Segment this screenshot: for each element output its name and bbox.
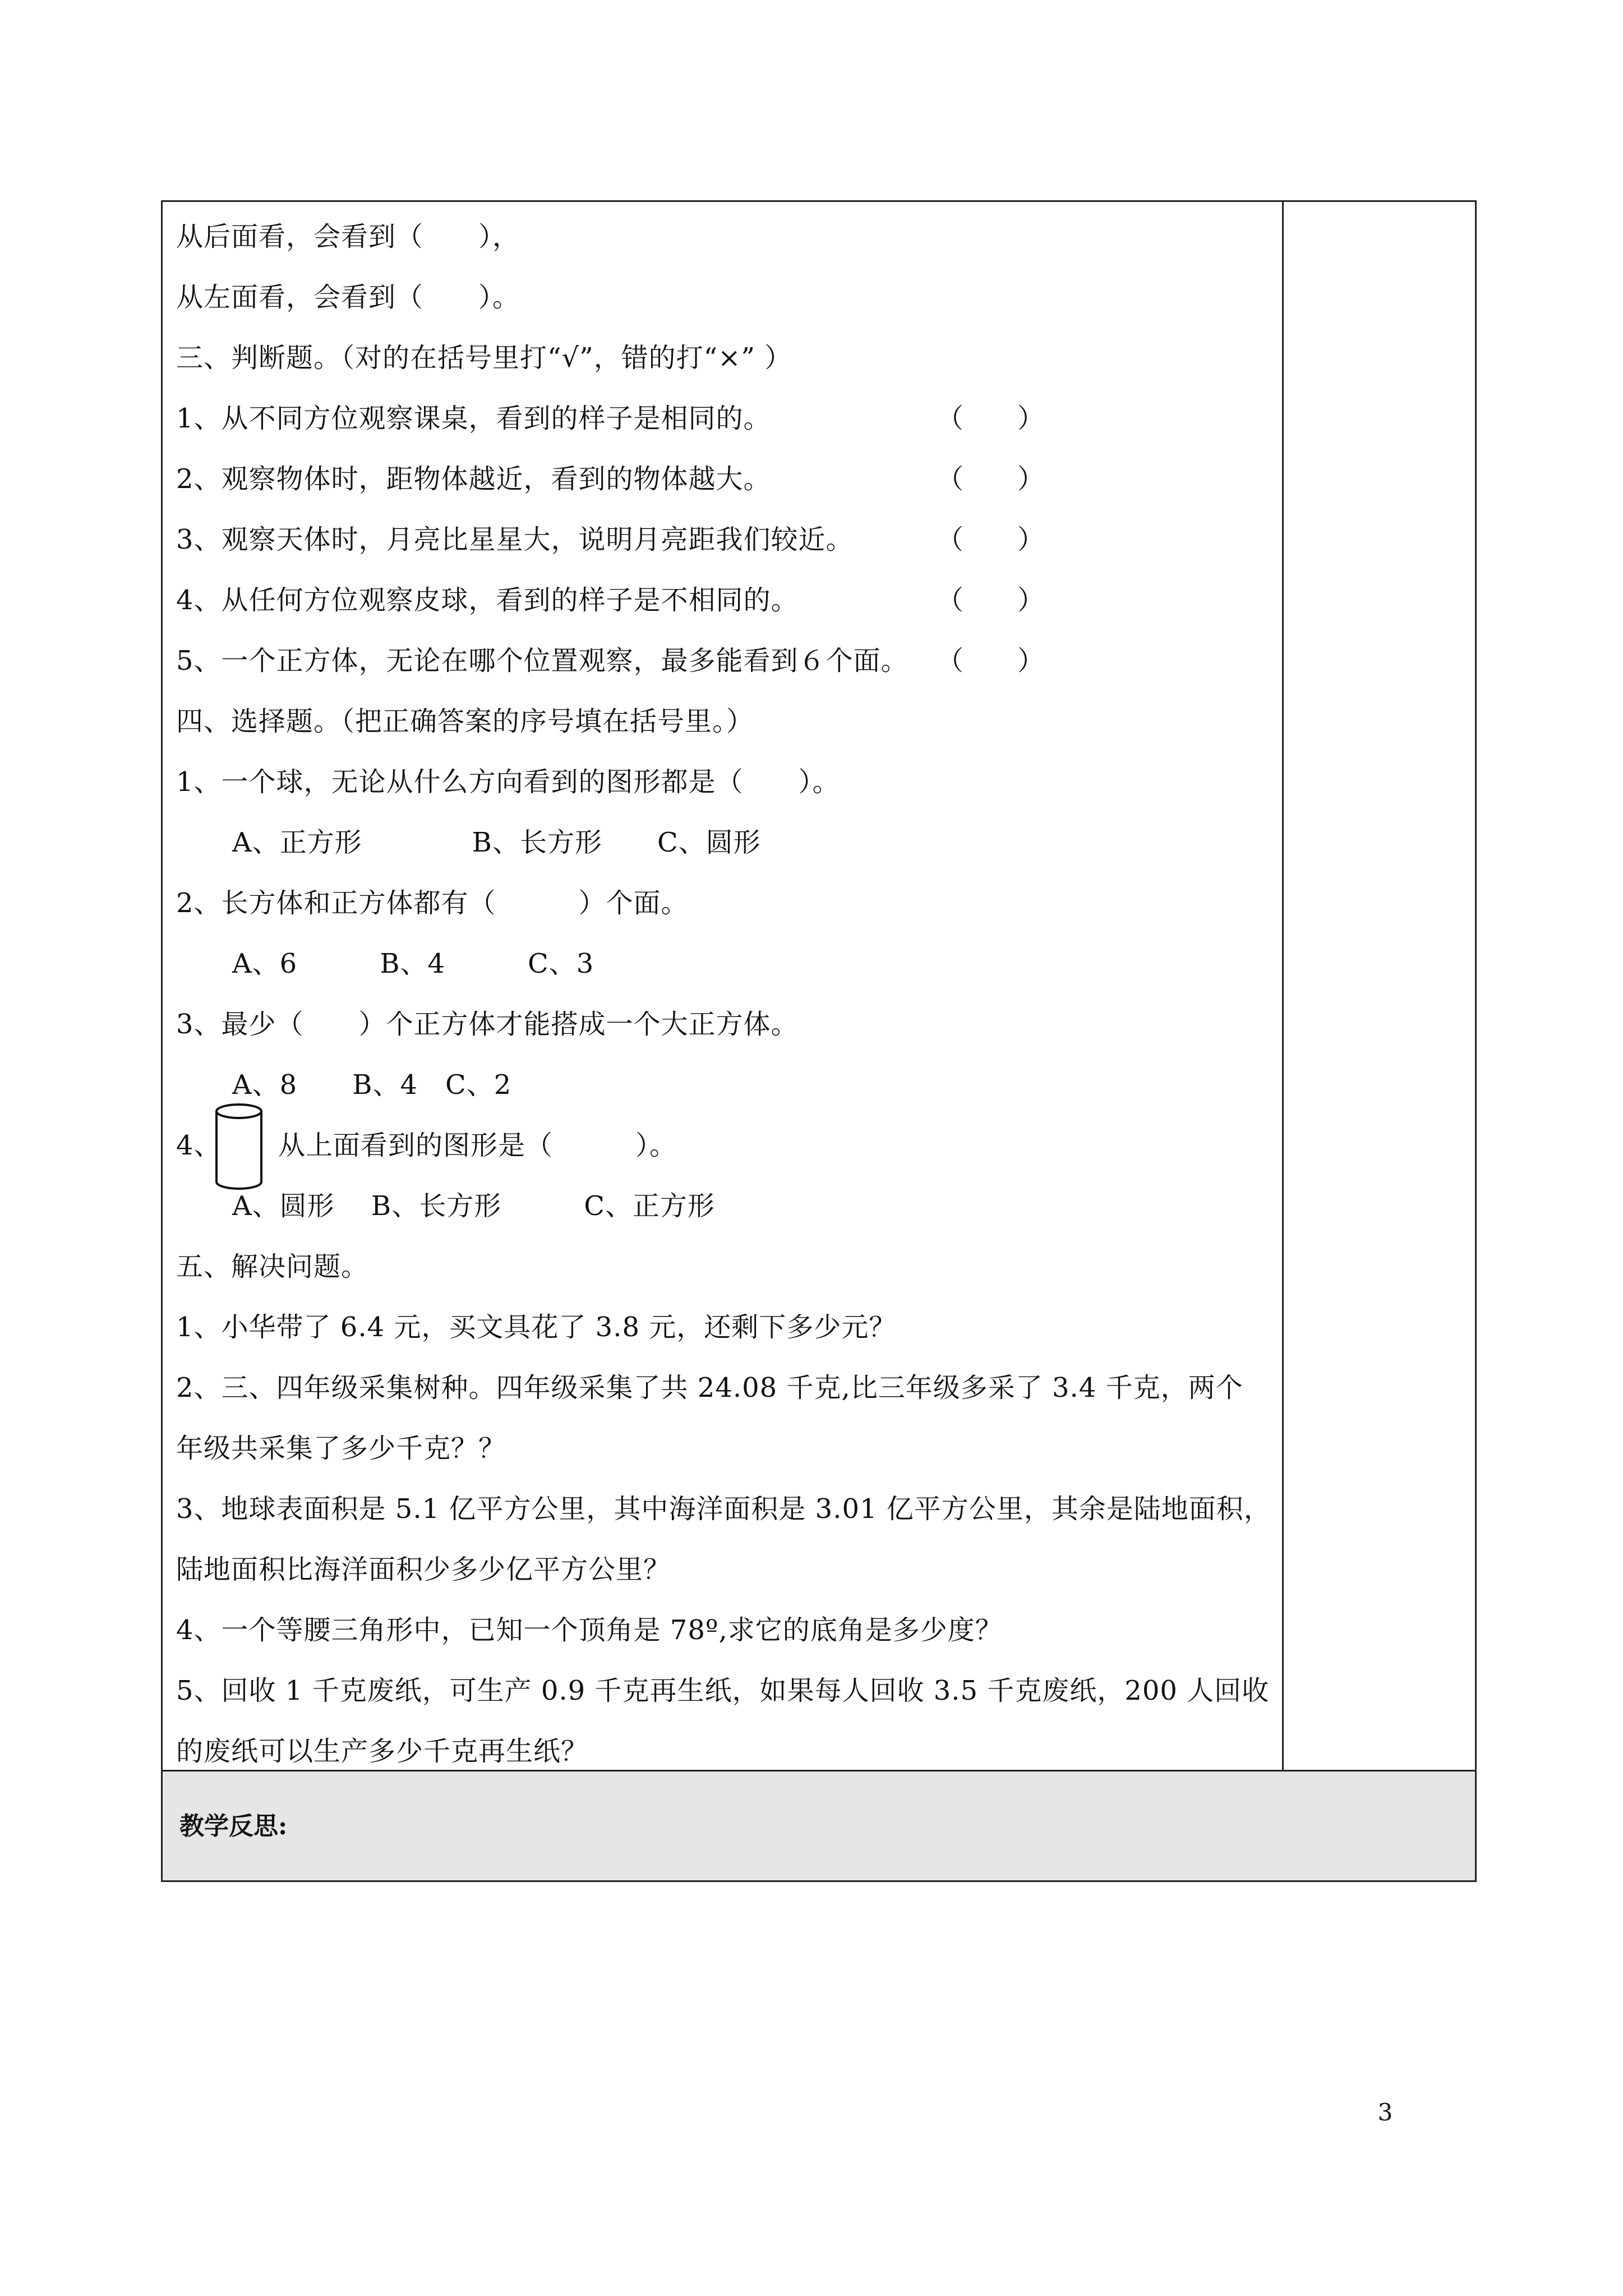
choice-question-4: 从上面看到的图形是（ ）。: [278, 1130, 677, 1161]
judgement-answer-blank-3: （ ）: [937, 524, 1045, 555]
judgement-item-1: 1、从不同方位观察课桌，看到的样子是相同的。: [176, 403, 771, 434]
problem-2-line-2: 年级共采集了多少千克？？: [176, 1433, 506, 1464]
choice-question-2: 2、长方体和正方体都有（ ）个面。: [176, 887, 689, 919]
choice-options-4: A、圆形 B、长方形 C、正方形: [232, 1190, 715, 1222]
judgement-answer-blank-2: （ ）: [937, 463, 1045, 495]
choice-question-1: 1、一个球，无论从什么方向看到的图形都是（ ）。: [176, 766, 840, 798]
teaching-reflection-row: [163, 1772, 1475, 1880]
problem-section-title: 五、解决问题。: [176, 1251, 369, 1282]
choice-options-2: A、6 B、4 C、3: [232, 948, 594, 979]
judgement-item-5: 5、一个正方体，无论在哪个位置观察，最多能看到６个面。: [176, 645, 909, 677]
choice-question-4-number: 4、: [176, 1130, 222, 1161]
problem-5-line-1: 5、回收 1 千克废纸，可生产 0.9 千克再生纸，如果每人回收 3.5 千克废纸，200 人回收: [176, 1675, 1270, 1706]
notes-column: [1284, 202, 1475, 1772]
judgement-answer-blank-4: （ ）: [937, 585, 1045, 616]
problem-5-line-2: 的废纸可以生产多少千克再生纸？: [176, 1736, 589, 1767]
choice-section-title: 四、选择题。（把正确答案的序号填在括号里。）: [176, 706, 754, 737]
judgement-answer-blank-1: （ ）: [937, 403, 1045, 434]
judgement-item-2: 2、观察物体时，距物体越近，看到的物体越大。: [176, 463, 771, 495]
judgement-item-3: 3、观察天体时，月亮比星星大，说明月亮距我们较近。: [176, 524, 854, 555]
choice-question-3: 3、最少（ ）个正方体才能搭成一个大正方体。: [176, 1009, 799, 1040]
choice-options-3: A、8 B、4 C、2: [232, 1069, 512, 1101]
problem-3-line-2: 陆地面积比海洋面积少多少亿平方公里？: [176, 1554, 671, 1585]
judgement-answer-blank-5: （ ）: [937, 645, 1045, 677]
choice-options-1: A、正方形 B、长方形 C、圆形: [232, 827, 761, 858]
left-view-line: 从左面看，会看到（ ）。: [176, 282, 520, 313]
problem-2-line-1: 2、三、四年级采集树种。四年级采集了共 24.08 千克,比三年级多采了 3.4 千克，两个: [176, 1372, 1243, 1404]
judgement-section-title: 三、判断题。（对的在括号里打“√”，错的打“×” ）: [176, 342, 792, 374]
judgement-item-4: 4、从任何方位观察皮球，看到的样子是不相同的。: [176, 585, 799, 616]
problem-4: 4、一个等腰三角形中，已知一个顶角是 78º,求它的底角是多少度？: [176, 1614, 1003, 1646]
teaching-reflection-label: 教学反思:: [179, 1812, 288, 1841]
problem-1: 1、小华带了 6.4 元，买文具花了 3.8 元，还剩下多少元？: [176, 1312, 897, 1343]
problem-3-line-1: 3、地球表面积是 5.1 亿平方公里，其中海洋面积是 3.01 亿平方公里，其余是陆地面积，: [176, 1493, 1271, 1525]
back-view-line: 从后面看，会看到（ ），: [176, 221, 520, 252]
page-number: 3: [1377, 2099, 1393, 2126]
